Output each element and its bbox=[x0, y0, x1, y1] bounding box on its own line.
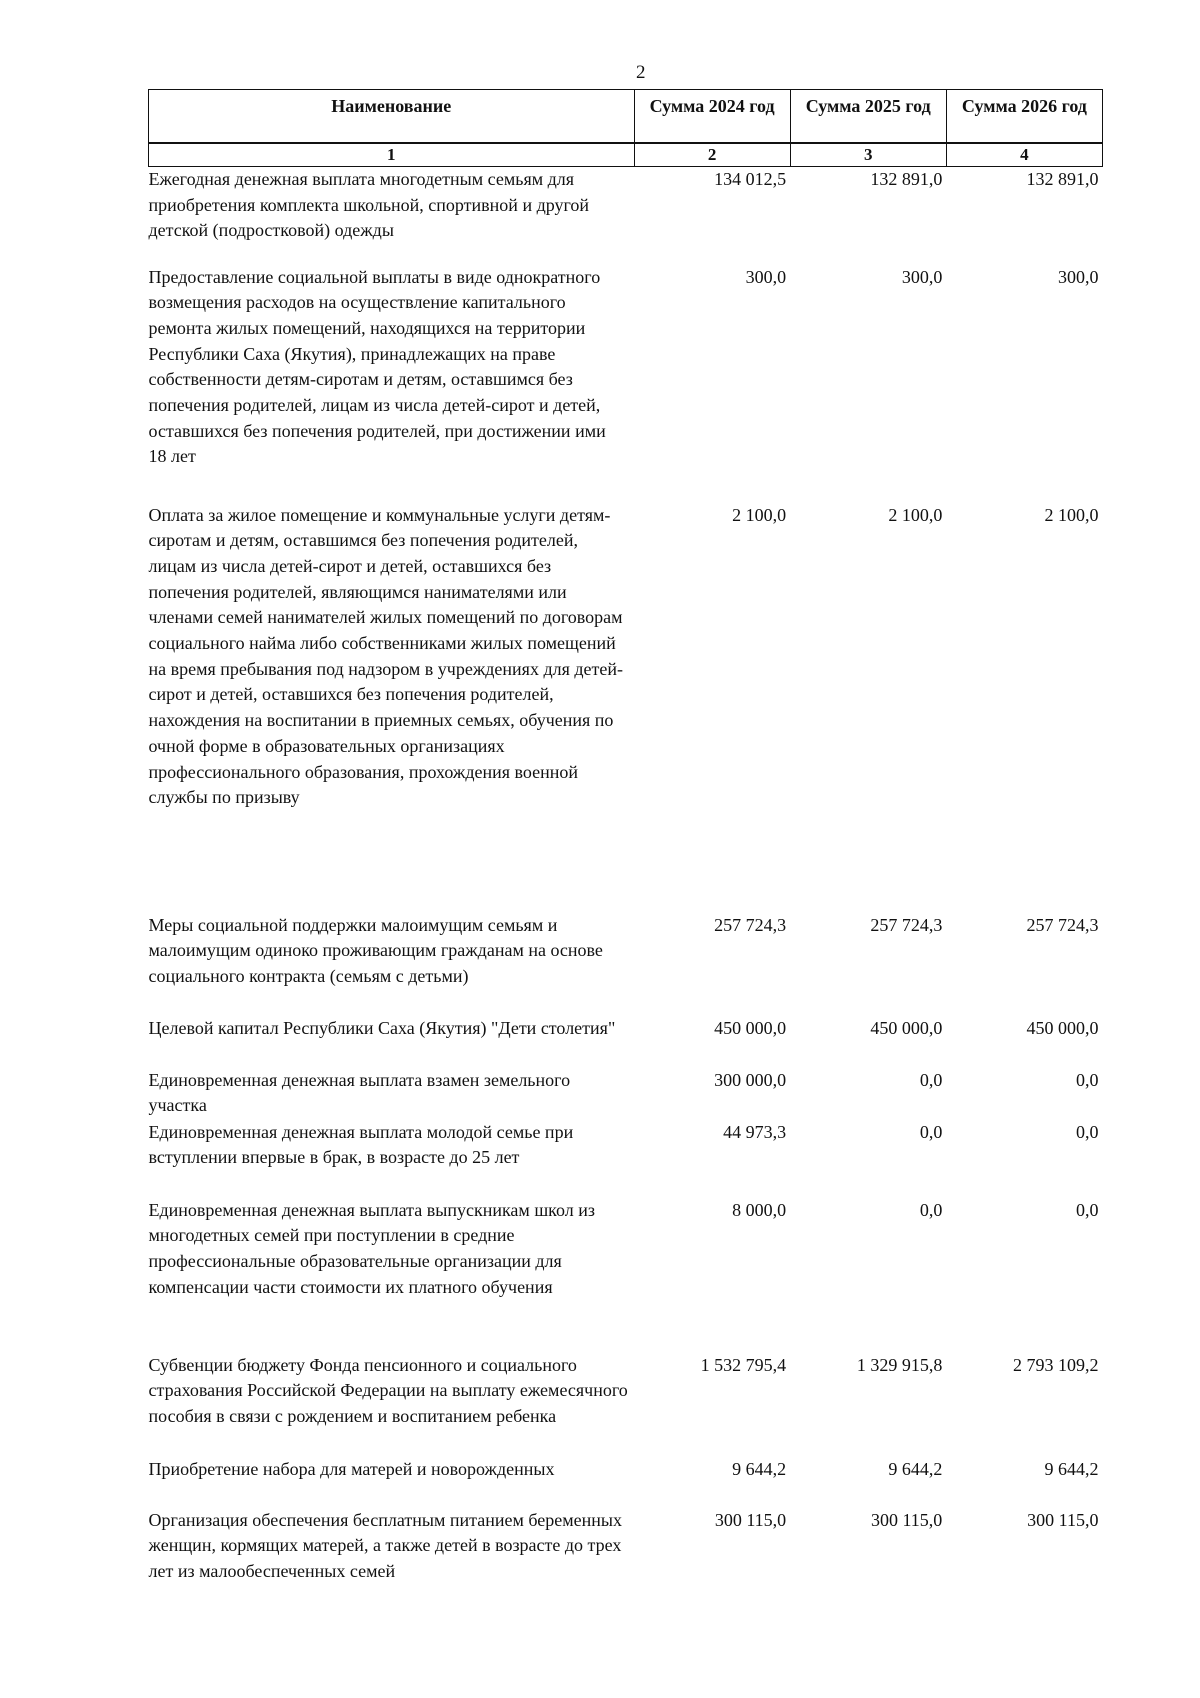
row-value-2024: 257 724,3 bbox=[714, 914, 787, 935]
row-name: Единовременная денежная выплата взамен земельного участка bbox=[148, 1069, 571, 1116]
table-header bbox=[149, 90, 1103, 167]
row-value-2026: 132 891,0 bbox=[1026, 169, 1099, 189]
row-name: Предоставление социальной выплаты в виде однократного возмещения расходов на осуществление капитального ремонта жилых помещений, находящихся на территории Республики Саха (Якутия), принадлежащих на праве собственности детям-сиротам и детям, оставшимся без попечения родителей, лицам из числа детей-сирот и детей, оставшихся без попечения родителей, при достижении ими 18 лет bbox=[148, 266, 606, 467]
table-row bbox=[149, 1198, 1103, 1353]
column-number-2: 2 bbox=[634, 143, 790, 167]
table-row bbox=[149, 1068, 1103, 1120]
row-value-2024: 300 000,0 bbox=[714, 1069, 787, 1090]
row-value-2026: 0,0 bbox=[1076, 1069, 1099, 1090]
column-number-4: 4 bbox=[946, 143, 1102, 167]
table-row bbox=[149, 1120, 1103, 1198]
table-row bbox=[149, 913, 1103, 1016]
row-value-2026: 0,0 bbox=[1076, 1199, 1099, 1220]
row-value-2026: 2 100,0 bbox=[1044, 504, 1099, 525]
table-row bbox=[149, 167, 1103, 265]
row-name: Единовременная денежная выплата молодой семье при вступлении впервые в брак, в возрасте до 25 лет bbox=[148, 1121, 574, 1168]
row-value-2025: 0,0 bbox=[919, 1121, 943, 1142]
table-row bbox=[149, 1353, 1103, 1457]
row-value-2026: 2 793 109,2 bbox=[1013, 1354, 1099, 1375]
column-number-3: 3 bbox=[790, 143, 946, 167]
row-value-2024: 450 000,0 bbox=[714, 1017, 787, 1038]
row-name: Организация обеспечения бесплатным питанием беременных женщин, кормящих матерей, а также детей в возрасте до трех лет из малообеспеченных семей bbox=[148, 1509, 622, 1581]
row-value-2026: 257 724,3 bbox=[1026, 914, 1099, 935]
header-2025: Сумма 2025 год bbox=[790, 90, 946, 144]
row-value-2025: 257 724,3 bbox=[870, 914, 943, 935]
row-value-2025: 1 329 915,8 bbox=[856, 1354, 943, 1375]
row-value-2024: 300 115,0 bbox=[714, 1509, 787, 1530]
table-row bbox=[149, 503, 1103, 913]
row-value-2024: 8 000,0 bbox=[732, 1199, 787, 1220]
table-row bbox=[149, 1508, 1103, 1612]
header-name: Наименование bbox=[149, 90, 635, 144]
row-value-2025: 132 891,0 bbox=[870, 169, 943, 189]
row-value-2026: 300,0 bbox=[1058, 266, 1099, 287]
table-row bbox=[149, 265, 1103, 503]
row-value-2024: 2 100,0 bbox=[732, 504, 787, 525]
row-value-2025: 450 000,0 bbox=[870, 1017, 943, 1038]
header-2026: Сумма 2026 год bbox=[946, 90, 1102, 144]
row-value-2026: 450 000,0 bbox=[1026, 1017, 1099, 1038]
table-row bbox=[149, 1016, 1103, 1068]
row-value-2025: 9 644,2 bbox=[888, 1458, 943, 1479]
row-value-2024: 134 012,5 bbox=[714, 169, 787, 189]
row-name: Меры социальной поддержки малоимущим семьям и малоимущим одиноко проживающим гражданам на основе социального контракта (семьям с детьми) bbox=[148, 914, 603, 986]
row-value-2025: 2 100,0 bbox=[888, 504, 943, 525]
row-value-2026: 9 644,2 bbox=[1044, 1458, 1099, 1479]
row-value-2025: 0,0 bbox=[919, 1199, 943, 1220]
row-value-2026: 300 115,0 bbox=[1027, 1509, 1099, 1530]
row-value-2024: 300,0 bbox=[745, 266, 787, 287]
table-body bbox=[149, 167, 1103, 1612]
row-name: Единовременная денежная выплата выпускникам школ из многодетных семей при поступлении в средние профессиональные образовательные организации для компенсации части стоимости их платного обучения bbox=[148, 1199, 595, 1297]
row-name: Ежегодная денежная выплата многодетным семьям для приобретения комплекта школьной, спортивной и другой детской (подростковой) одежды bbox=[148, 169, 590, 241]
row-value-2024: 1 532 795,4 bbox=[700, 1354, 787, 1375]
row-value-2024: 9 644,2 bbox=[732, 1458, 787, 1479]
row-name: Целевой капитал Республики Саха (Якутия) "Дети столетия" bbox=[148, 1017, 616, 1038]
row-name: Приобретение набора для матерей и новорожденных bbox=[148, 1458, 555, 1479]
table-row bbox=[149, 1457, 1103, 1508]
header-2024: Сумма 2024 год bbox=[634, 90, 790, 144]
row-name: Оплата за жилое помещение и коммунальные услуги детям-сиротам и детям, оставшимся без попечения родителей, лицам из числа детей-сирот и детей, оставшихся без попечения родителей, являющимся нанимателями или членами семей нанимателей жилых помещений по договорам социального найма либо собственниками жилых помещений на время пребывания под надзором в учреждениях для детей-сирот и детей, оставшихся без попечения родителей, нахождения на воспитании в приемных семьях, обучения по очной форме в образовательных организациях профессионального образования, прохождения военной службы по призыву bbox=[148, 504, 623, 808]
row-name: Субвенции бюджету Фонда пенсионного и социального страхования Российской Федерации на выплату ежемесячного пособия в связи с рождением и воспитанием ребенка bbox=[148, 1354, 628, 1426]
row-value-2026: 0,0 bbox=[1076, 1121, 1099, 1142]
budget-table bbox=[148, 89, 1103, 1612]
row-value-2024: 44 973,3 bbox=[723, 1121, 787, 1142]
row-value-2025: 300,0 bbox=[901, 266, 943, 287]
row-value-2025: 300 115,0 bbox=[870, 1509, 943, 1530]
row-value-2025: 0,0 bbox=[919, 1069, 943, 1090]
page-number: 2 bbox=[636, 62, 646, 83]
column-number-1: 1 bbox=[149, 143, 635, 167]
